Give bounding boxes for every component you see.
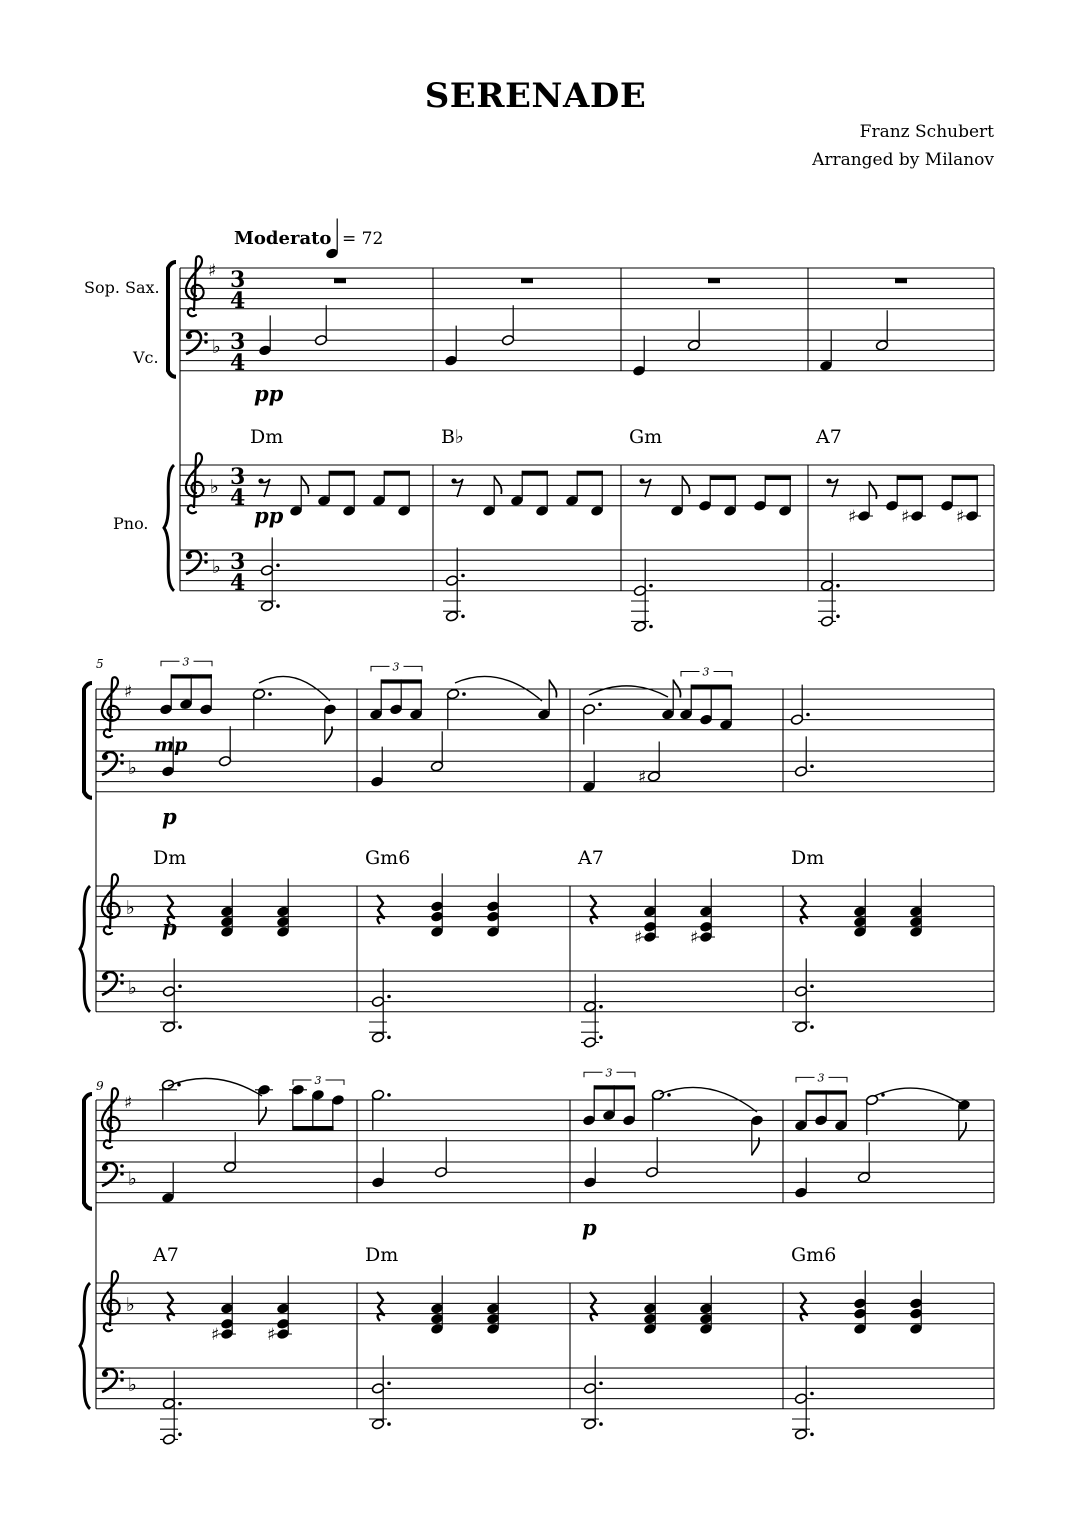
beam — [710, 476, 736, 480]
augmentation-dot — [276, 564, 280, 568]
sharp-accidental: ♯ — [638, 767, 647, 788]
beam — [897, 476, 923, 480]
flag — [325, 726, 332, 744]
chord-symbol: Dm — [250, 426, 284, 448]
quarter-rest — [800, 895, 807, 924]
slur — [168, 1078, 262, 1096]
slur — [874, 1088, 962, 1104]
eighth-rest — [454, 479, 463, 497]
piano-brace — [164, 465, 174, 591]
time-signature-top: 3 — [230, 329, 246, 355]
augmentation-dot — [178, 985, 182, 989]
augmentation-dot — [178, 1025, 182, 1029]
sharp-accidental: ♯ — [956, 507, 965, 527]
chord-symbol: A7 — [578, 847, 604, 869]
time-signature-bottom: 4 — [230, 570, 246, 596]
time-signature-top: 3 — [230, 549, 246, 575]
treble-clef-icon — [102, 1271, 120, 1331]
sharp-accidental: ♯ — [901, 507, 910, 527]
sharp-accidental: ♯ — [690, 928, 699, 948]
augmentation-dot — [387, 995, 391, 999]
score-title: SERENADE — [424, 76, 647, 116]
time-signature-bottom: 4 — [230, 350, 246, 376]
instrument-label-sax: Sop. Sax. — [84, 278, 160, 297]
beam — [171, 674, 212, 678]
dynamic-sys2_cello: p — [162, 804, 177, 829]
augmentation-dot — [806, 713, 810, 717]
dynamic-sys2_sax: mp — [154, 734, 188, 756]
augmentation-dot — [178, 1433, 182, 1437]
dynamic-sys2_piano: p — [162, 915, 177, 940]
augmentation-dot — [599, 1036, 603, 1040]
augmentation-dot — [810, 1025, 814, 1029]
key-signature-flat: ♭ — [128, 977, 137, 999]
augmentation-dot — [178, 1402, 182, 1406]
augmentation-dot — [387, 1382, 391, 1386]
beam — [381, 679, 422, 683]
key-signature-flat: ♭ — [210, 476, 219, 498]
augmentation-dot — [836, 615, 840, 619]
tempo-marking: Moderato — [234, 228, 332, 249]
dynamic-sys3_cello: p — [582, 1215, 597, 1240]
beam — [577, 471, 603, 475]
key-signature-sharp: ♯ — [124, 1093, 133, 1113]
beam — [952, 476, 978, 480]
key-signature-flat: ♭ — [126, 897, 135, 919]
sharp-accidental: ♯ — [848, 507, 857, 527]
time-signature-bottom: 4 — [230, 485, 246, 511]
augmentation-dot — [649, 584, 653, 588]
augmentation-dot — [599, 1005, 603, 1009]
beam — [384, 471, 410, 475]
chord-symbol: Dm — [365, 1244, 399, 1266]
sharp-accidental: ♯ — [267, 1325, 276, 1345]
beam — [522, 471, 548, 475]
flag — [259, 1107, 266, 1125]
piano-brace — [80, 1283, 90, 1409]
tuplet-number: 3 — [182, 655, 190, 669]
time-signature-top: 3 — [230, 464, 246, 490]
treble-clef-icon — [186, 453, 204, 513]
flag — [869, 481, 876, 499]
sharp-accidental: ♯ — [634, 928, 643, 948]
augmentation-dot — [598, 703, 602, 707]
beam — [691, 685, 732, 689]
chord-symbol: Gm — [629, 426, 663, 448]
augmentation-dot — [667, 1093, 671, 1097]
time-signature-bottom: 4 — [230, 288, 246, 314]
whole-rest — [521, 278, 533, 283]
tuplet-number: 3 — [314, 1074, 322, 1087]
augmentation-dot — [461, 615, 465, 619]
augmentation-dot — [810, 1433, 814, 1437]
key-signature-sharp: ♯ — [208, 261, 217, 281]
key-signature-flat: ♭ — [212, 336, 221, 358]
treble-clef-icon — [102, 677, 120, 737]
chord-symbol: Gm6 — [365, 847, 411, 869]
time-signature-top: 3 — [230, 267, 246, 293]
tuplet-number: 3 — [702, 665, 710, 679]
augmentation-dot — [836, 584, 840, 588]
beam — [293, 1126, 334, 1130]
augmentation-dot — [387, 1422, 391, 1426]
measure-number: 9 — [96, 1079, 104, 1093]
quarter-rest — [377, 1292, 384, 1321]
key-signature-sharp: ♯ — [124, 682, 133, 702]
key-signature-flat: ♭ — [212, 556, 221, 578]
instrument-label-piano: Pno. — [113, 514, 149, 533]
beam — [765, 476, 791, 480]
treble-clef-icon — [102, 874, 120, 934]
treble-clef-icon — [186, 256, 204, 316]
chord-symbol: Gm6 — [791, 1244, 837, 1266]
piano-brace — [80, 886, 90, 1012]
dynamic-sys1_cello: pp — [254, 381, 284, 406]
augmentation-dot — [461, 574, 465, 578]
eighth-rest — [829, 479, 838, 497]
quarter-rest — [590, 1292, 597, 1321]
chord-symbol: A7 — [816, 426, 842, 448]
dynamic-sys1_piano: pp — [254, 503, 284, 528]
augmentation-dot — [387, 1036, 391, 1040]
beam — [806, 1090, 847, 1094]
chord-symbol: B♭ — [441, 426, 464, 448]
augmentation-dot — [599, 1422, 603, 1426]
slur — [589, 686, 668, 697]
key-signature-flat: ♭ — [128, 1168, 137, 1190]
augmentation-dot — [599, 1382, 603, 1386]
whole-rest — [895, 278, 907, 283]
augmentation-dot — [810, 1392, 814, 1396]
flag — [752, 1137, 759, 1155]
beam — [594, 1085, 635, 1089]
chord-symbol: A7 — [153, 1244, 179, 1266]
sharp-accidental: ♯ — [211, 1325, 220, 1345]
whole-rest — [708, 278, 720, 283]
treble-clef-icon — [102, 1088, 120, 1148]
augmentation-dot — [462, 692, 466, 696]
augmentation-dot — [387, 1093, 391, 1097]
arranger-credit: Arranged by Milanov — [812, 150, 994, 170]
chord-symbol: Dm — [791, 847, 825, 869]
tuplet-number: 3 — [392, 660, 400, 674]
augmentation-dot — [649, 625, 653, 629]
eighth-rest — [642, 479, 651, 497]
eighth-rest — [261, 479, 270, 497]
whole-rest — [334, 278, 346, 283]
ensemble-bracket — [168, 262, 176, 377]
key-signature-flat: ♭ — [126, 1294, 135, 1316]
augmentation-dot — [276, 604, 280, 608]
chord-symbol: Dm — [153, 847, 187, 869]
ensemble-bracket — [84, 683, 92, 798]
tuplet-number: 3 — [817, 1071, 825, 1085]
key-signature-flat: ♭ — [128, 757, 137, 779]
measure-number: 5 — [96, 657, 104, 671]
quarter-rest — [590, 895, 597, 924]
key-signature-flat: ♭ — [128, 1374, 137, 1396]
beam — [329, 471, 355, 475]
augmentation-dot — [177, 1083, 181, 1087]
augmentation-dot — [268, 692, 272, 696]
augmentation-dot — [810, 765, 814, 769]
tuplet-number: 3 — [605, 1066, 613, 1080]
quarter-rest — [377, 895, 384, 924]
ensemble-bracket — [84, 1094, 92, 1209]
augmentation-dot — [810, 985, 814, 989]
composer-credit: Franz Schubert — [859, 122, 994, 142]
tempo-value: = 72 — [342, 229, 384, 249]
instrument-label-cello: Vc. — [133, 348, 159, 367]
quarter-rest — [800, 1292, 807, 1321]
quarter-rest — [167, 1292, 174, 1321]
